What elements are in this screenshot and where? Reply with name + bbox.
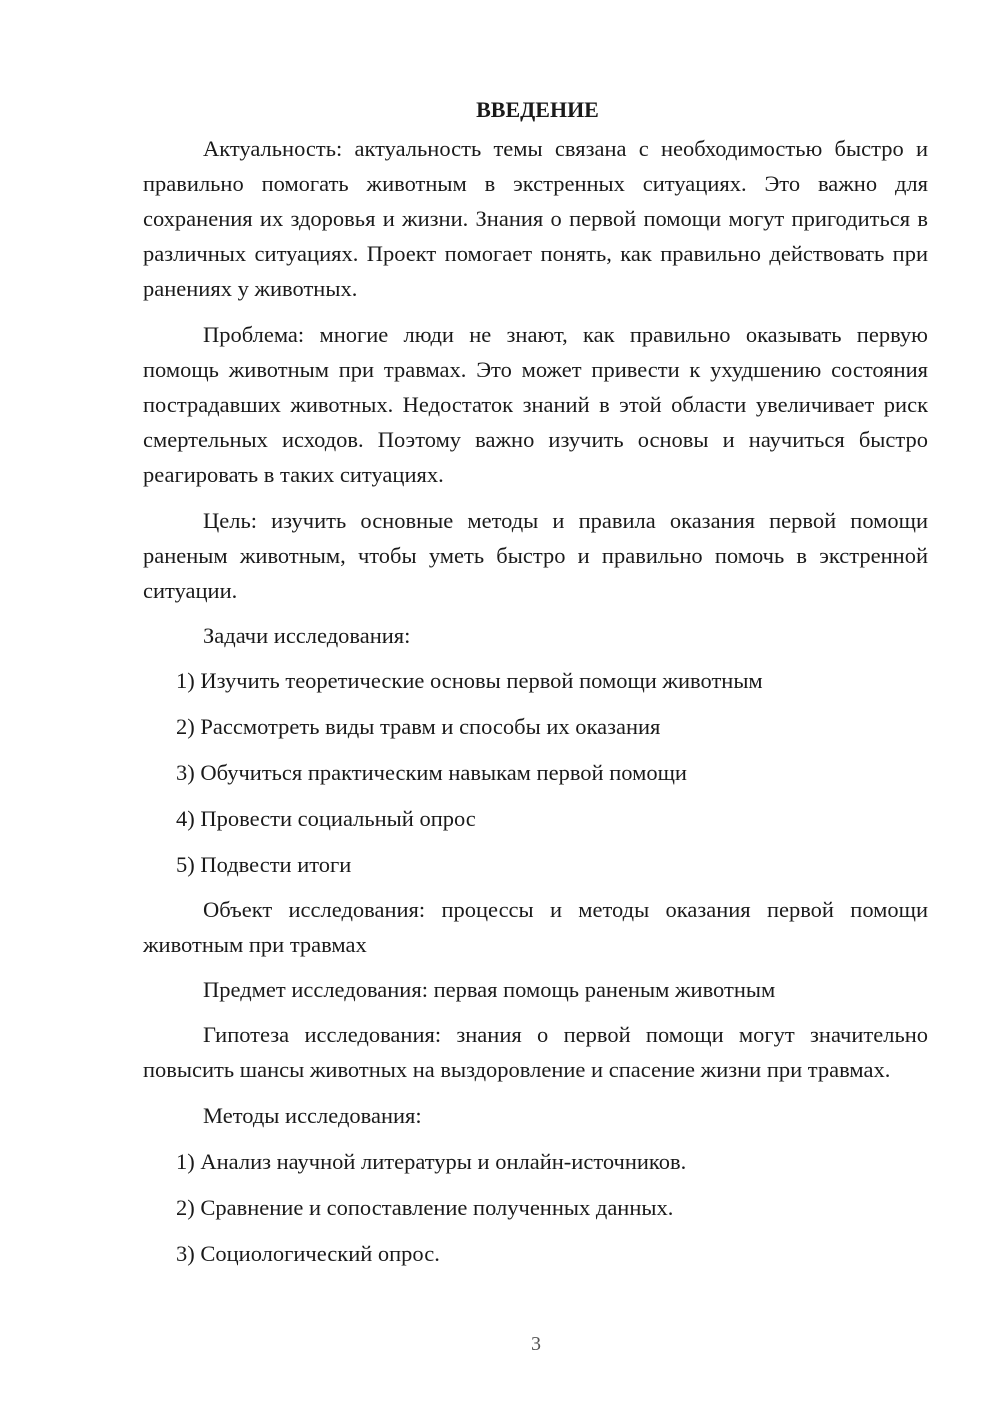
page-number: 3 [531, 1333, 541, 1355]
problem-paragraph: Проблема: многие люди не знают, как правильно оказывать первую помощь животным при травмах. Это может привести к ухудшению состояния пострадавших животных. Недостаток знаний в этой области увеличивает риск смертельных исходов. Поэтому важно изучить основы и научиться быстро реагировать в таких ситуациях. [143, 322, 928, 487]
tasks-list [143, 663, 928, 882]
methods-title: Методы исследования: [203, 1103, 422, 1128]
task-item: 1) Изучить теоретические основы первой помощи животным [176, 668, 763, 693]
document-page [143, 95, 928, 1271]
tasks-title: Задачи исследования: [203, 623, 411, 648]
relevance-paragraph: Актуальность: актуальность темы связана с необходимостью быстро и правильно помогать животным в экстренных ситуациях. Это важно для сохранения их здоровья и жизни. Знания о первой помощи могут пригодиться в различных ситуациях. Проект помогает понять, как правильно действовать при ранениях у животных. [143, 136, 928, 301]
hypothesis-paragraph: Гипотеза исследования: знания о первой помощи могут значительно повысить шансы животных на выздоровление и спасение жизни при травмах. [143, 1022, 928, 1082]
task-item: 3) Обучиться практическим навыкам первой помощи [176, 760, 687, 785]
method-item: 2) Сравнение и сопоставление полученных данных. [176, 1195, 674, 1220]
methods-list [143, 1144, 928, 1271]
task-item: 5) Подвести итоги [176, 852, 352, 877]
object-paragraph: Объект исследования: процессы и методы оказания первой помощи животным при травмах [143, 897, 928, 957]
method-item: 1) Анализ научной литературы и онлайн-источников. [176, 1149, 687, 1174]
goal-paragraph: Цель: изучить основные методы и правила оказания первой помощи раненым животным, чтобы уметь быстро и правильно помочь в экстренной ситуации. [143, 508, 928, 603]
task-item: 2) Рассмотреть виды травм и способы их оказания [176, 714, 661, 739]
section-heading: ВВЕДЕНИЕ [476, 97, 599, 122]
subject-paragraph: Предмет исследования: первая помощь раненым животным [203, 977, 776, 1002]
task-item: 4) Провести социальный опрос [176, 806, 476, 831]
method-item: 3) Социологический опрос. [176, 1241, 440, 1266]
